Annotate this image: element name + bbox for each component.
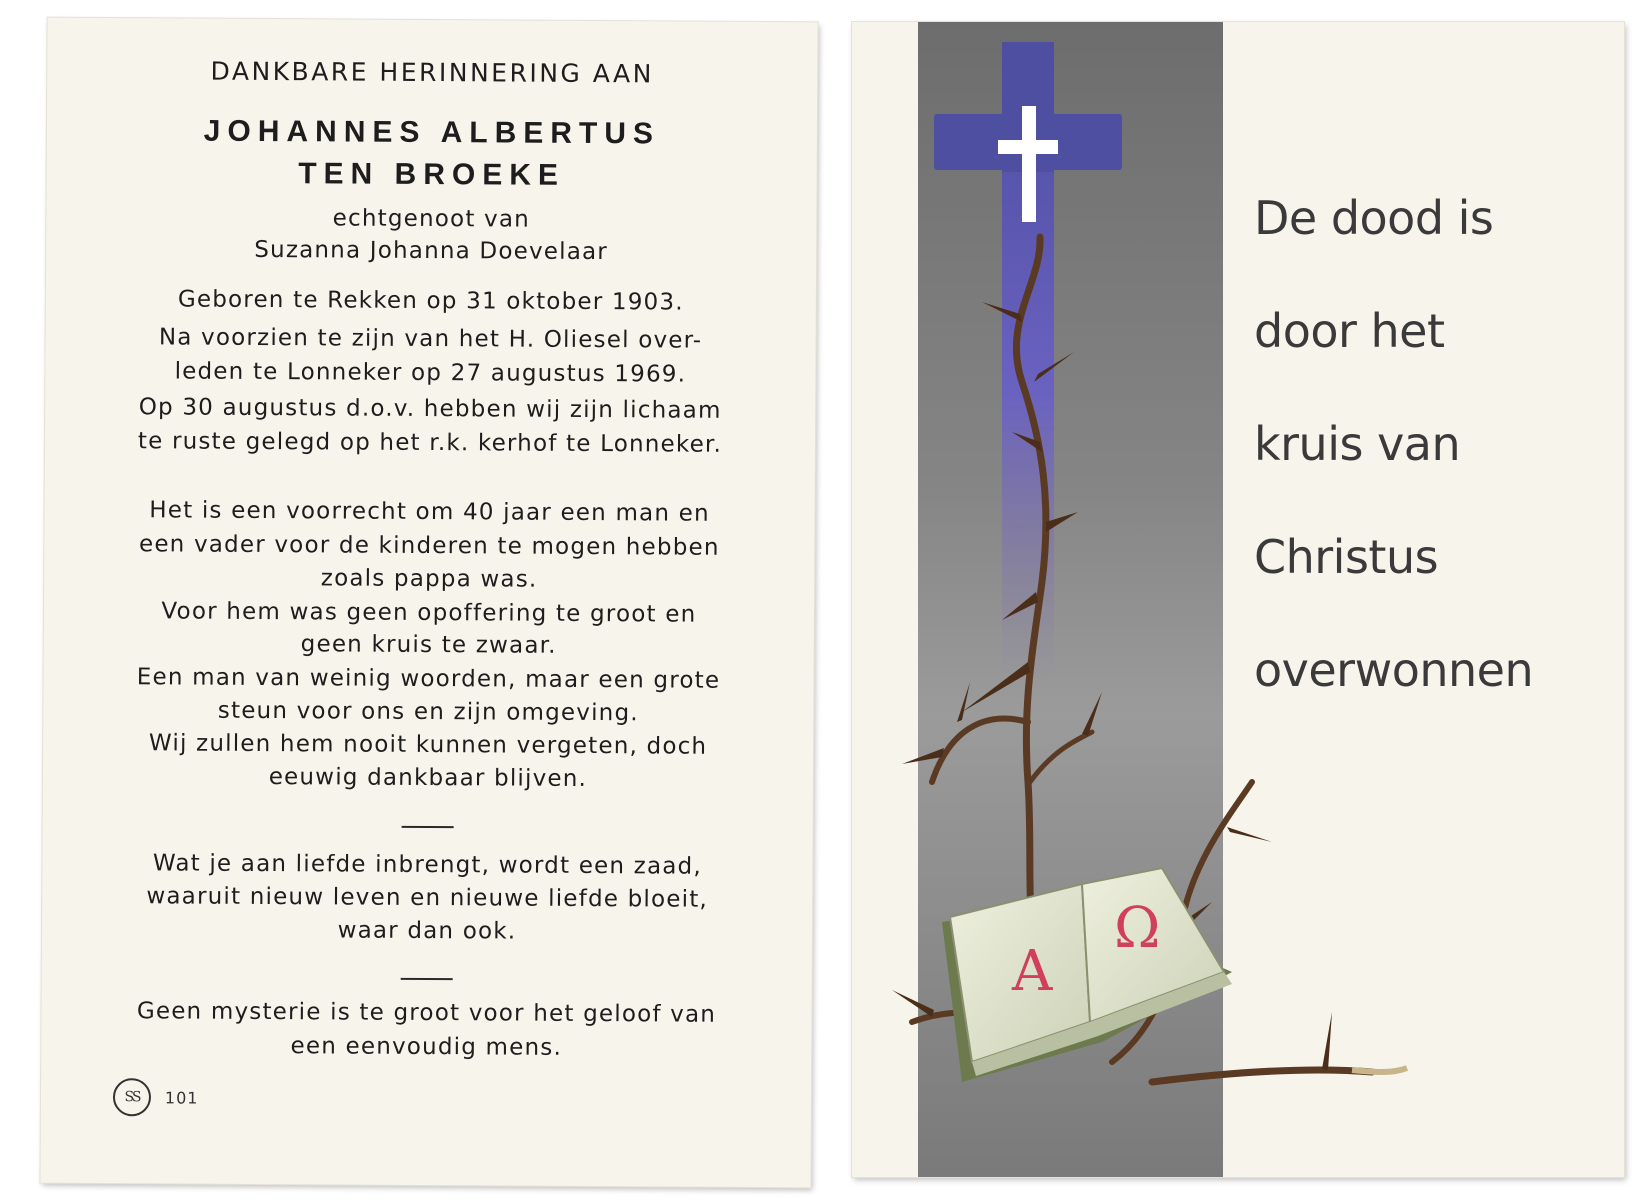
tribute-line: Het is een voorrecht om 40 jaar een man en bbox=[149, 497, 710, 527]
motto-line: De dood is bbox=[1254, 191, 1494, 245]
deceased-name-line1: JOHANNES ALBERTUS bbox=[203, 114, 661, 151]
tribute-line: eeuwig dankbaar blijven. bbox=[268, 764, 588, 792]
tribute-line: Voor hem was geen opoffering te groot en bbox=[161, 598, 697, 628]
branch-tip bbox=[1352, 1068, 1407, 1072]
section-divider bbox=[401, 978, 453, 980]
section-divider bbox=[402, 826, 454, 828]
spouse-name: Suzanna Johanna Doevelaar bbox=[254, 236, 609, 266]
quote-line: Wat je aan liefde inbrengt, wordt een zaad, bbox=[152, 850, 702, 880]
tribute-line: steun voor ons en zijn omgeving. bbox=[217, 697, 639, 727]
card-heading: DANKBARE HERINNERING AAN bbox=[210, 56, 654, 89]
publisher-mark bbox=[113, 1078, 199, 1117]
publisher-logo-icon: SS bbox=[113, 1078, 151, 1116]
tribute-line: een vader voor de kinderen te mogen hebben bbox=[138, 531, 720, 561]
quote-line: waar dan ook. bbox=[337, 917, 517, 945]
motto-line: door het bbox=[1254, 304, 1445, 358]
tribute-line: zoals pappa was. bbox=[320, 565, 538, 593]
deceased-name-line2: TEN BROEKE bbox=[298, 157, 566, 192]
quote-line: Geen mysterie is te groot voor het geloof van bbox=[136, 998, 717, 1028]
alpha-letter: A bbox=[1012, 939, 1053, 1004]
motto-line: kruis van bbox=[1254, 417, 1461, 471]
motto-line: overwonnen bbox=[1254, 643, 1534, 697]
spouse-intro: echtgenoot van bbox=[332, 205, 531, 233]
card-text-content bbox=[40, 18, 817, 1188]
memorial-card-text-side bbox=[40, 18, 817, 1188]
tribute-line: geen kruis te zwaar. bbox=[300, 631, 557, 659]
card-number: 101 bbox=[164, 1087, 199, 1108]
tribute-line: Wij zullen hem nooit kunnen vergeten, doch bbox=[148, 730, 708, 760]
motto-line: Christus bbox=[1254, 530, 1439, 584]
motto-text bbox=[1254, 162, 1614, 727]
birth-info: Geboren te Rekken op 31 oktober 1903. bbox=[177, 286, 684, 316]
death-info-line2: leden te Lonneker op 27 augustus 1969. bbox=[174, 358, 687, 388]
cross-icon bbox=[934, 42, 1122, 682]
omega-letter: Ω bbox=[1114, 896, 1161, 961]
burial-info-line2: te ruste gelegd op het r.k. kerhof te Lonneker. bbox=[137, 428, 723, 458]
quote-line: een eenvoudig mens. bbox=[290, 1033, 563, 1061]
burial-info-line1: Op 30 augustus d.o.v. hebben wij zijn lichaam bbox=[138, 394, 722, 424]
quote-line: waaruit nieuw leven en nieuwe liefde bloeit, bbox=[146, 883, 709, 913]
death-info-line1: Na voorzien te zijn van het H. Oliesel over- bbox=[158, 324, 703, 354]
memorial-card-image-side bbox=[852, 22, 1624, 1177]
tribute-line: Een man van weinig woorden, maar een grote bbox=[136, 664, 721, 694]
